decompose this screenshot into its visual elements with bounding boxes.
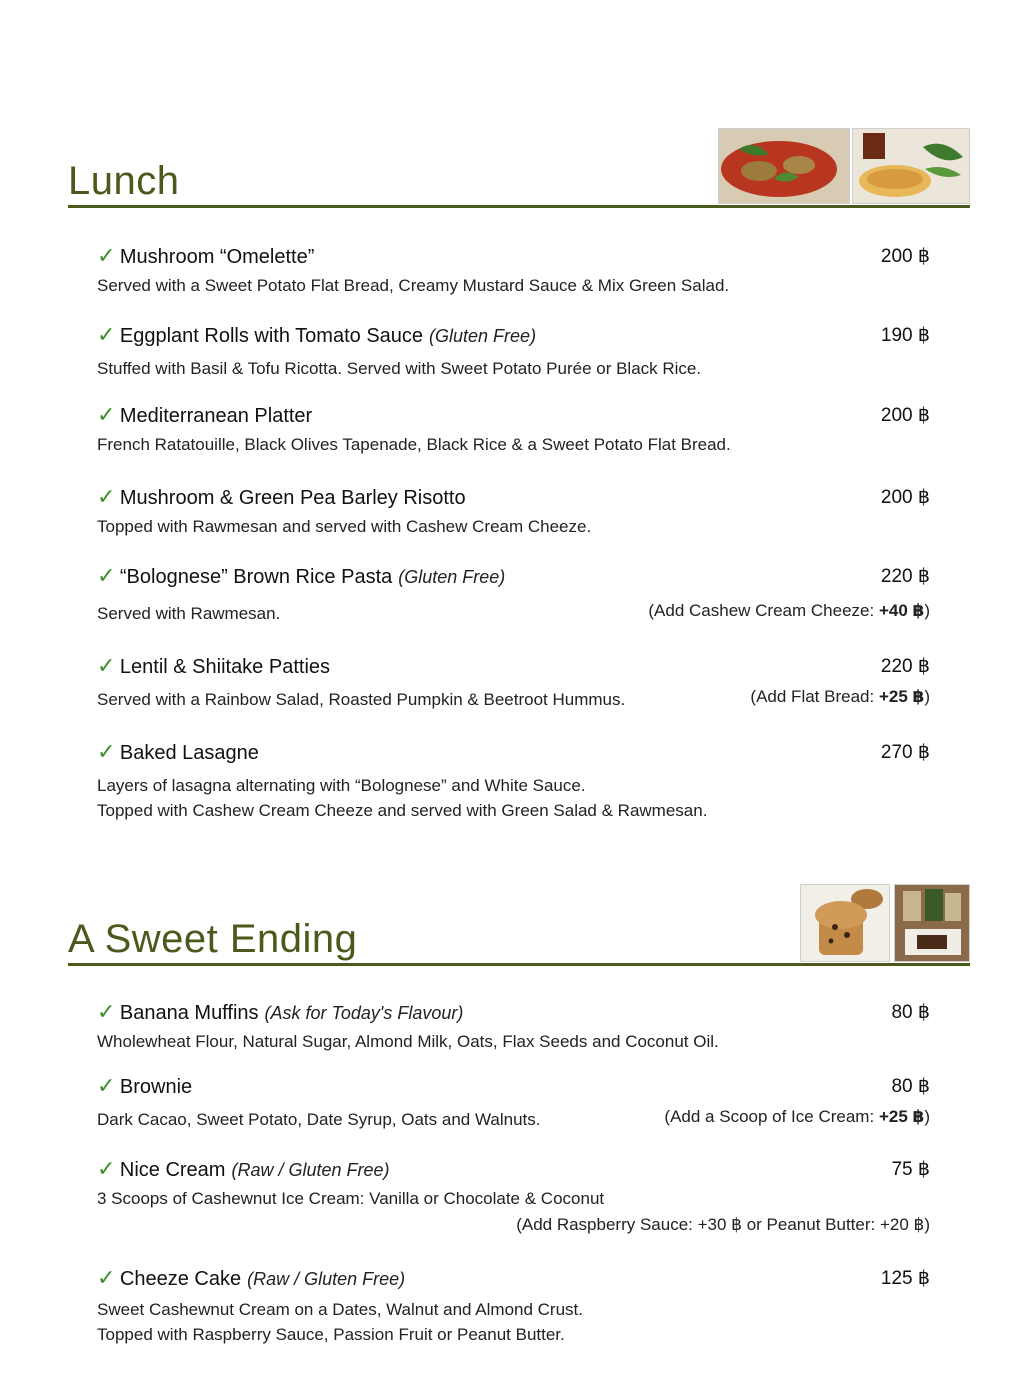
- item-description: Stuffed with Basil & Tofu Ricotta. Served with Sweet Potato Purée or Black Rice.: [97, 359, 702, 378]
- item-price: 200 ฿: [880, 246, 930, 267]
- item-name: Mushroom “Omelette”: [119, 246, 315, 268]
- item-name: Brownie: [119, 1076, 193, 1098]
- check-icon: ✓: [97, 563, 116, 588]
- item-price: 190 ฿: [880, 325, 930, 346]
- item-note: (Ask for Today's Flavour): [264, 1003, 464, 1023]
- item-price: 270 ฿: [880, 742, 930, 763]
- item-note: (Gluten Free): [429, 326, 537, 346]
- check-icon: ✓: [97, 484, 116, 509]
- item-addon: (Add a Scoop of Ice Cream: +25 ฿): [664, 1107, 930, 1126]
- section-title-lunch: Lunch: [68, 159, 180, 203]
- item-price: 200 ฿: [880, 487, 930, 508]
- item-addon: (Add Raspberry Sauce: +30 ฿ or Peanut Butter: +20 ฿): [516, 1215, 930, 1234]
- item-name: Mushroom & Green Pea Barley Risotto: [119, 487, 466, 509]
- item-name: Nice Cream: [119, 1159, 226, 1181]
- item-price: 75 ฿: [891, 1159, 930, 1180]
- sweet-header: [68, 878, 970, 966]
- check-icon: ✓: [97, 999, 116, 1024]
- item-description-line2: Topped with Raspberry Sauce, Passion Fruit or Peanut Butter.: [97, 1325, 565, 1344]
- lunch-divider: [68, 205, 970, 208]
- lunch-header: [68, 120, 970, 208]
- check-icon: ✓: [97, 243, 116, 268]
- item-description: Served with a Rainbow Salad, Roasted Pumpkin & Beetroot Hummus.: [97, 690, 626, 709]
- menu-item: [97, 999, 930, 1054]
- lunch-photo-eggplant: [718, 128, 850, 204]
- item-note: (Raw / Gluten Free): [247, 1269, 406, 1289]
- item-description: French Ratatouille, Black Olives Tapenade, Black Rice & a Sweet Potato Flat Bread.: [97, 435, 731, 454]
- item-description: 3 Scoops of Cashewnut Ice Cream: Vanilla or Chocolate & Coconut: [97, 1189, 605, 1208]
- item-addon: (Add Flat Bread: +25 ฿): [750, 687, 930, 706]
- item-name: Mediterranean Platter: [119, 405, 313, 427]
- menu-item: [97, 1265, 930, 1347]
- item-name: Banana Muffins: [119, 1002, 259, 1024]
- item-name: Cheeze Cake: [119, 1268, 242, 1290]
- check-icon: ✓: [97, 322, 116, 347]
- check-icon: ✓: [97, 1156, 116, 1181]
- item-description: Served with a Sweet Potato Flat Bread, Creamy Mustard Sauce & Mix Green Salad.: [97, 276, 730, 295]
- item-note: (Gluten Free): [398, 567, 506, 587]
- item-description: Served with Rawmesan.: [97, 604, 281, 623]
- item-price: 125 ฿: [880, 1268, 930, 1289]
- item-description: Topped with Rawmesan and served with Cashew Cream Cheeze.: [97, 517, 592, 536]
- check-icon: ✓: [97, 739, 116, 764]
- item-description: Sweet Cashewnut Cream on a Dates, Walnut and Almond Crust.: [97, 1300, 583, 1319]
- item-price: 80 ฿: [891, 1002, 930, 1023]
- item-name: “Bolognese” Brown Rice Pasta: [119, 566, 393, 588]
- sweet-photo-dessert: [894, 884, 970, 962]
- check-icon: ✓: [97, 1265, 116, 1290]
- section-title-sweet: A Sweet Ending: [68, 917, 358, 961]
- item-description: Wholewheat Flour, Natural Sugar, Almond Milk, Oats, Flax Seeds and Coconut Oil.: [97, 1032, 719, 1051]
- item-name: Lentil & Shiitake Patties: [119, 656, 331, 678]
- check-icon: ✓: [97, 402, 116, 427]
- item-price: 220 ฿: [880, 566, 930, 587]
- menu-item: [97, 1073, 930, 1132]
- sweet-divider: [68, 963, 970, 966]
- menu-item: [97, 1156, 930, 1239]
- item-note: (Raw / Gluten Free): [231, 1160, 390, 1180]
- menu-item: [97, 653, 930, 712]
- menu-item: [97, 402, 930, 457]
- item-price: 220 ฿: [880, 656, 930, 677]
- item-name: Baked Lasagne: [119, 742, 259, 764]
- menu-item: [97, 484, 930, 539]
- item-price: 80 ฿: [891, 1076, 930, 1097]
- item-addon: (Add Cashew Cream Cheeze: +40 ฿): [648, 601, 930, 620]
- menu-item: [97, 322, 930, 381]
- item-description: Layers of lasagna alternating with “Bolognese” and White Sauce.: [97, 776, 586, 795]
- item-description-line2: Topped with Cashew Cream Cheeze and served with Green Salad & Rawmesan.: [97, 801, 708, 820]
- item-name: Eggplant Rolls with Tomato Sauce: [119, 325, 424, 347]
- menu-item: [97, 563, 930, 626]
- check-icon: ✓: [97, 1073, 116, 1098]
- lunch-photo-platter: [852, 128, 970, 204]
- menu-item: [97, 739, 930, 823]
- item-description: Dark Cacao, Sweet Potato, Date Syrup, Oats and Walnuts.: [97, 1110, 541, 1129]
- check-icon: ✓: [97, 653, 116, 678]
- menu-item: [97, 243, 930, 298]
- sweet-photo-muffin: [800, 884, 890, 962]
- item-price: 200 ฿: [880, 405, 930, 426]
